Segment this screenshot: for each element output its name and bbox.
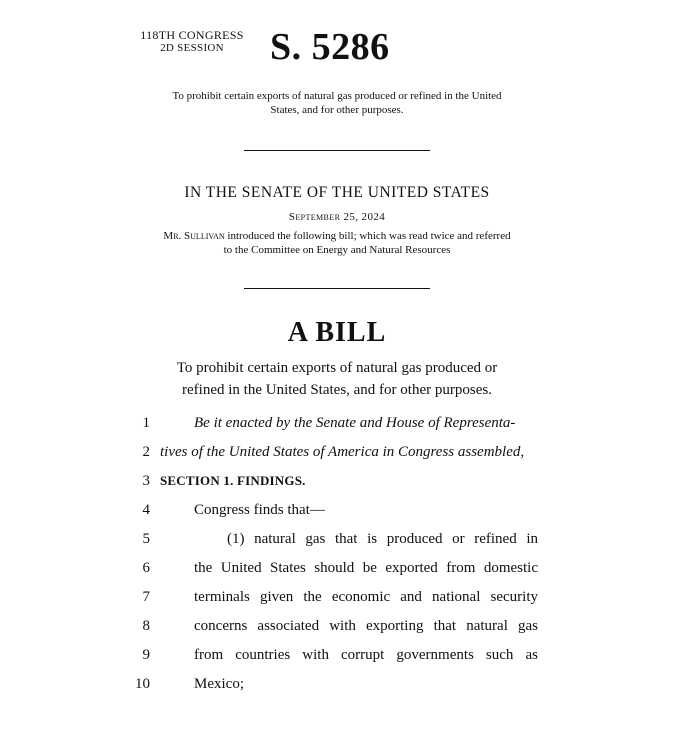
introduction-date: September 25, 2024 — [288, 211, 386, 223]
findings-intro: Congress finds that— — [194, 502, 325, 518]
chamber-heading: IN THE SENATE OF THE UNITED STATES — [184, 184, 490, 201]
session-label: 2D SESSION — [160, 42, 224, 54]
finding-1-line-5: from countries with corrupt governments such as — [194, 647, 538, 663]
introduction-action-1: introduced the following bill; which was read twice and referred — [227, 230, 511, 242]
long-title — [120, 357, 554, 401]
congress-label: 118TH CONGRESS — [140, 28, 244, 42]
short-title-line-2: States, and for other purposes. — [270, 104, 404, 116]
short-title-line-1: To prohibit certain exports of natural gas produced or refined in the United — [172, 90, 502, 102]
line-number-3: 3 — [142, 473, 150, 489]
line-number-5: 5 — [142, 531, 150, 547]
short-title — [120, 89, 554, 117]
line-number-4: 4 — [142, 502, 150, 518]
line-number-8: 8 — [142, 618, 150, 634]
enacting-clause-line-2: tives of the United States of America in Congress assembled, — [160, 444, 525, 460]
divider-rule-1 — [244, 150, 430, 151]
finding-1-line-1: (1) natural gas that is produced or refined in — [227, 531, 538, 547]
line-number-2: 2 — [142, 444, 150, 460]
enacting-clause-line-1: Be it enacted by the Senate and House of Representa- — [194, 415, 516, 431]
sponsor-name: Mr. Sullivan — [163, 230, 225, 242]
section-heading: SECTION 1. FINDINGS. — [160, 473, 306, 488]
line-number-7: 7 — [142, 589, 150, 605]
long-title-line-2: refined in the United States, and for other purposes. — [182, 382, 492, 398]
line-number-6: 6 — [142, 560, 150, 576]
finding-1-line-6: Mexico; — [194, 676, 244, 692]
line-number-1: 1 — [142, 415, 150, 431]
bill-number: S. 5286 — [270, 26, 390, 68]
introduction-line-1 — [120, 229, 554, 243]
finding-1-line-3: terminals given the economic and national security — [194, 589, 538, 605]
finding-1-line-4: concerns associated with exporting that natural gas — [194, 618, 538, 634]
bill-heading: A BILL — [287, 317, 387, 348]
divider-rule-2 — [244, 288, 430, 289]
finding-1-line-2: the United States should be exported from domestic — [194, 560, 538, 576]
long-title-line-1: To prohibit certain exports of natural gas produced or — [176, 360, 498, 376]
introduction-line-2: to the Committee on Energy and Natural Resources — [223, 244, 451, 256]
line-number-9: 9 — [142, 647, 150, 663]
introduction-statement — [120, 229, 554, 257]
line-number-10: 10 — [135, 676, 150, 692]
congress-session-label — [132, 29, 252, 55]
